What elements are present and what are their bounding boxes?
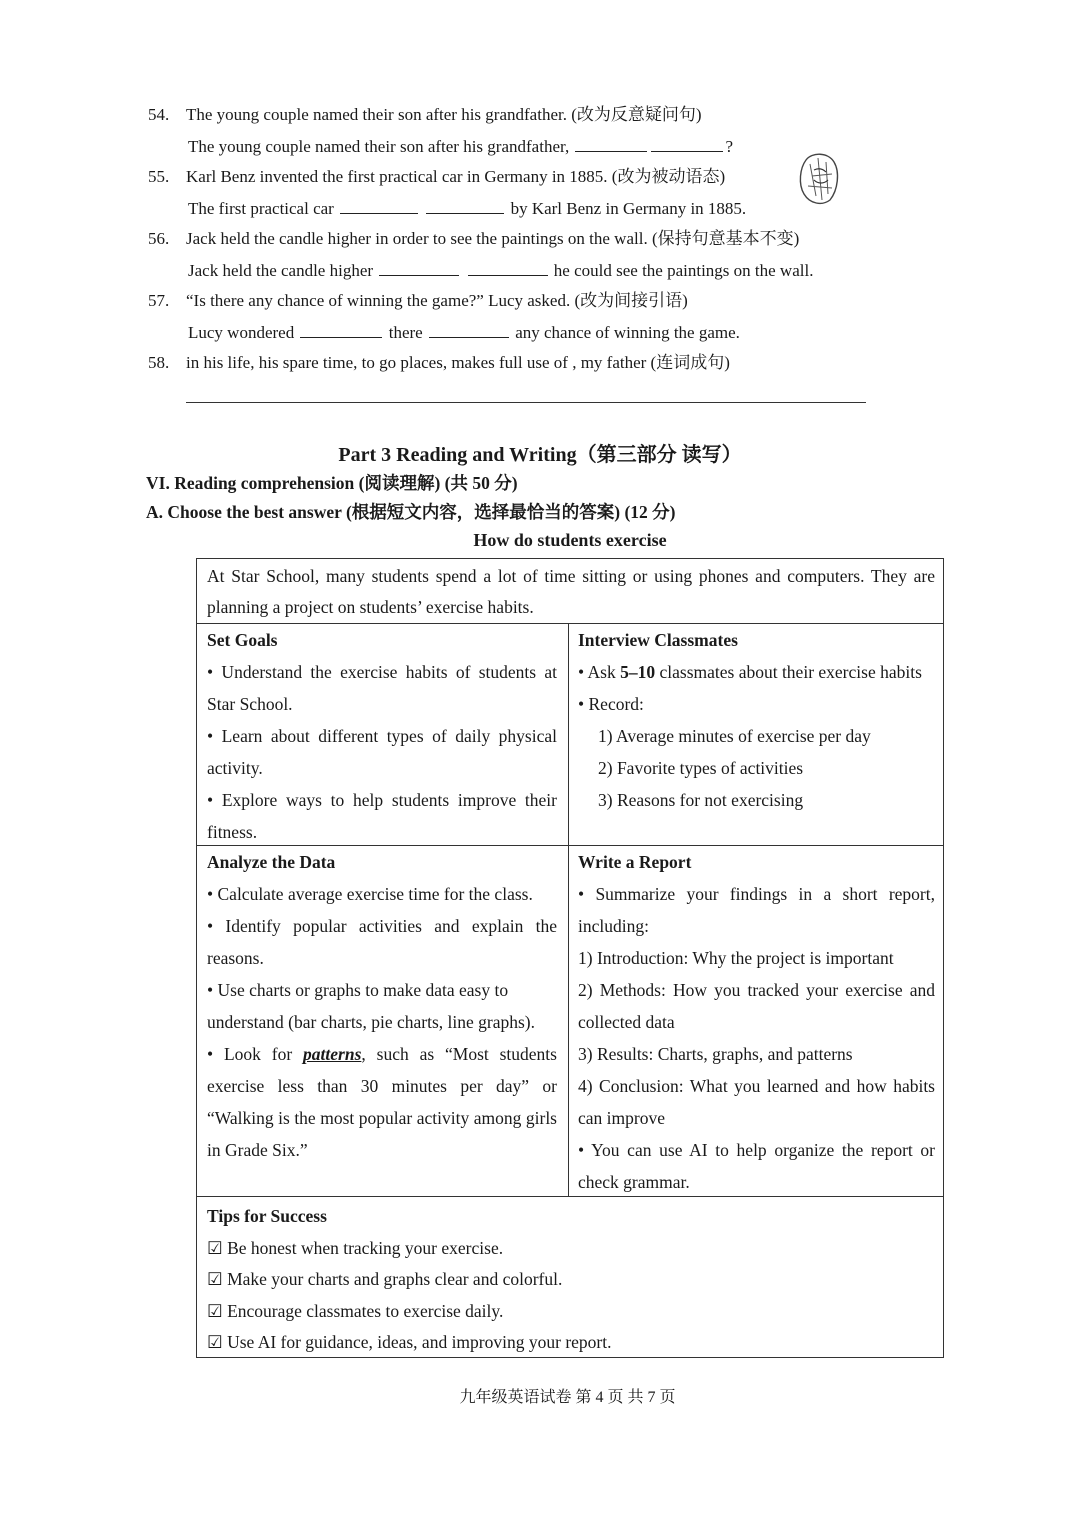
page-footer: 九年级英语试卷 第 4 页 共 7 页 — [459, 1389, 676, 1406]
list-item: • Summarize your findings in a short report, including: — [578, 884, 935, 936]
list-item: • Record: — [578, 694, 644, 714]
question-prompt: “Is there any chance of winning the game?” Lucy asked. (改为间接引语) — [186, 291, 688, 310]
question-58 — [148, 352, 730, 374]
list-item: 3) Reasons for not exercising — [598, 790, 804, 810]
ask-range: 5–10 — [620, 662, 656, 682]
doodle-sketch-icon — [792, 150, 844, 208]
look-suffix: , such as “Most students exercise less than 30 minutes per day” or “Walking is the most popular activity among girls in Grade Six.” — [207, 1044, 557, 1160]
part-title: Part 3 Reading and Writing（第三部分 读写） — [338, 444, 742, 466]
answer-suffix: by Karl Benz in Germany in 1885. — [510, 199, 747, 218]
answer-middle: there — [388, 323, 423, 342]
blank[interactable] — [300, 321, 382, 338]
question-prompt: in his life, his spare time, to go places, makes full use of , my father (连词成句) — [186, 353, 730, 372]
tip-item: ☑ Make your charts and graphs clear and colorful. — [207, 1269, 563, 1289]
list-item: • Understand the exercise habits of students at Star School. — [207, 662, 557, 714]
look-prefix: • Look for — [207, 1044, 304, 1064]
set-goals-heading: Set Goals — [207, 630, 278, 650]
section-heading-a: A. Choose the best answer (根据短文内容，选择最恰当的答案) (12 分) — [146, 502, 676, 522]
list-item: • You can use AI to help organize the report or check grammar. — [578, 1140, 935, 1192]
question-number: 54. — [148, 105, 170, 124]
list-item: • Explore ways to help students improve their fitness. — [207, 790, 557, 842]
list-item — [207, 1038, 557, 1166]
question-number: 57. — [148, 291, 170, 310]
answer-suffix: he could see the paintings on the wall. — [553, 261, 814, 280]
list-item: • Use charts or graphs to make data easy to understand (bar charts, pie charts, line graphs). — [207, 980, 536, 1032]
question-prompt: Jack held the candle higher in order to see the paintings on the wall. (保持句意基本不变) — [186, 229, 800, 248]
question-prompt: Karl Benz invented the first practical car in Germany in 1885. (改为被动语态) — [186, 167, 726, 186]
answer-suffix: ? — [725, 137, 734, 156]
answer-suffix: any chance of winning the game. — [515, 323, 740, 342]
answer-line-56 — [188, 259, 813, 282]
question-55 — [148, 166, 725, 188]
tip-item: ☑ Use AI for guidance, ideas, and improving your report. — [207, 1332, 612, 1352]
list-item: 3) Results: Charts, graphs, and patterns — [578, 1044, 853, 1064]
interview-heading: Interview Classmates — [578, 630, 738, 650]
blank[interactable] — [468, 259, 548, 276]
ask-suffix: classmates about their exercise habits — [655, 662, 922, 682]
ask-prefix: • Ask — [578, 662, 621, 682]
answer-prefix: Jack held the candle higher — [188, 261, 374, 280]
list-item: • Calculate average exercise time for the class. — [207, 884, 533, 904]
blank[interactable] — [340, 197, 418, 214]
blank[interactable] — [651, 135, 723, 152]
question-56 — [148, 228, 799, 250]
tips-cell — [207, 1201, 935, 1359]
interview-cell — [578, 624, 935, 816]
blank[interactable] — [426, 197, 504, 214]
list-item: • Identify popular activities and explain the reasons. — [207, 916, 557, 968]
list-item: 2) Methods: How you tracked your exercise and collected data — [578, 980, 935, 1032]
report-heading: Write a Report — [578, 852, 692, 872]
patterns-word: patterns — [303, 1044, 362, 1064]
report-cell — [578, 846, 935, 1198]
question-57 — [148, 290, 688, 312]
answer-prefix: The first practical car — [188, 199, 334, 218]
passage-title: How do students exercise — [473, 530, 667, 550]
blank[interactable] — [379, 259, 459, 276]
tips-heading: Tips for Success — [207, 1206, 327, 1226]
set-goals-cell — [207, 624, 557, 848]
answer-line-57 — [188, 321, 740, 344]
blank[interactable] — [575, 135, 647, 152]
answer-prefix: Lucy wondered — [188, 323, 295, 342]
question-number: 58. — [148, 353, 170, 372]
answer-line-55 — [188, 197, 746, 220]
question-prompt: The young couple named their son after his grandfather. (改为反意疑问句) — [186, 105, 702, 124]
list-item: 2) Favorite types of activities — [598, 758, 804, 778]
table-intro: At Star School, many students spend a lot of time sitting or using phones and computers. They are planning a project on students’ exercise habits. — [207, 566, 935, 617]
tip-item: ☑ Be honest when tracking your exercise. — [207, 1237, 504, 1258]
table-column-divider — [568, 623, 569, 1196]
question-54 — [148, 104, 702, 126]
list-item: 4) Conclusion: What you learned and how habits can improve — [578, 1076, 935, 1128]
question-number: 56. — [148, 229, 170, 248]
tip-item: ☑ Encourage classmates to exercise daily. — [207, 1300, 504, 1321]
answer-prefix: The young couple named their son after his grandfather, — [188, 137, 570, 156]
answer-line-54 — [188, 135, 733, 158]
section-heading-vi: VI. Reading comprehension (阅读理解) (共 50 分) — [146, 473, 518, 493]
analyze-cell — [207, 846, 557, 1166]
analyze-heading: Analyze the Data — [207, 852, 336, 872]
list-item: 1) Average minutes of exercise per day — [598, 726, 871, 746]
list-item — [578, 656, 935, 688]
project-table — [196, 558, 944, 1358]
answer-line-58[interactable] — [186, 402, 866, 403]
question-number: 55. — [148, 167, 170, 186]
list-item: • Learn about different types of daily physical activity. — [207, 726, 557, 778]
blank[interactable] — [429, 321, 509, 338]
list-item: 1) Introduction: Why the project is important — [578, 948, 894, 968]
